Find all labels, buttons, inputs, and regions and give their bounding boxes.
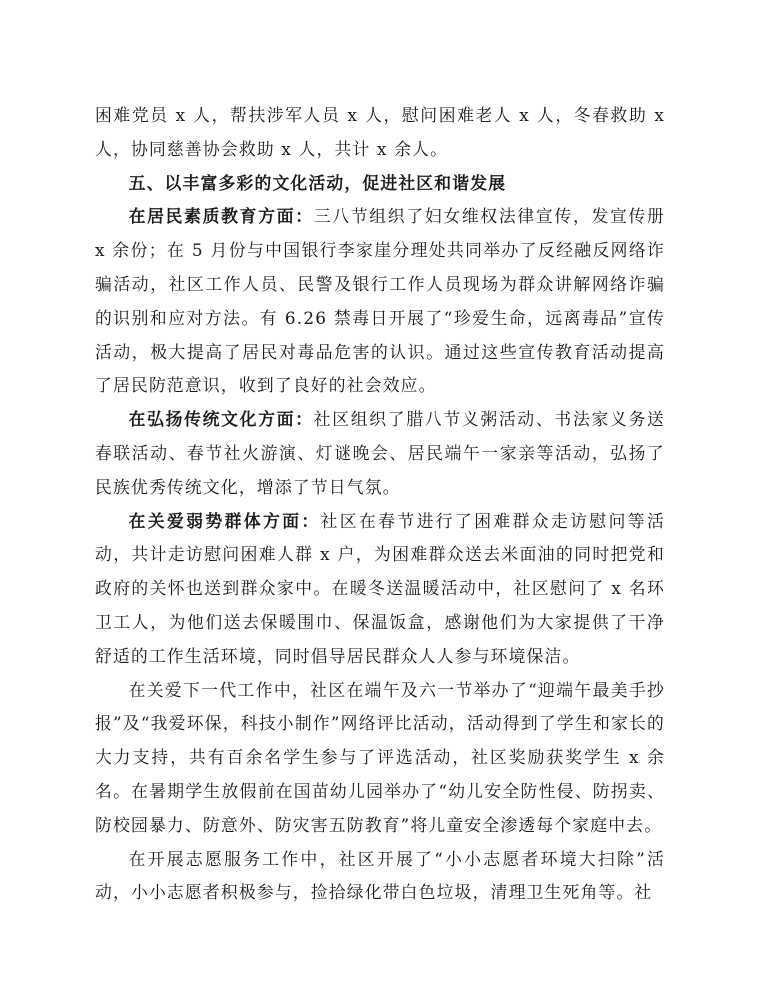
paragraph-text: 三八节组织了妇女维权法律宣传，发宣传册 x 余份；在 5 月份与中国银行李家崖分理处共同举办了反经融反网络诈骗活动，社区工作人员、民警及银行工作人员现场为群众讲解网络诈骗的识别和应对方法。有 6.26 禁毒日开展了“珍爱生命，远离毒品”宣传活动，极大提高了居民对毒品危害的认识。通过这些宣传教育活动提高了居民防范意识，收到了良好的社会效应。 [95, 206, 665, 396]
paragraph-continuation [95, 99, 665, 167]
section-heading [95, 167, 665, 201]
document-body [95, 99, 665, 910]
paragraph-text: 困难党员 x 人，帮扶涉军人员 x 人，慰问困难老人 x 人，冬春救助 x 人，协同慈善协会救助 x 人，共计 x 余人。 [95, 105, 665, 159]
paragraph-text: 社区在春节进行了困难群众走访慰问等活动，共计走访慰问困难人群 x 户，为困难群众送去米面油的同时把党和政府的关怀也送到群众家中。在暖冬送温暖活动中，社区慰问了 x 名环卫工人，为他们送去保暖围巾、保温饭盒，感谢他们为大家提供了干净舒适的工作生活环境，同时倡导居民群众人人参与环境保洁。 [95, 510, 665, 666]
paragraph-resident-education [95, 200, 665, 403]
paragraph-text: 在开展志愿服务工作中，社区开展了“小小志愿者环境大扫除”活动，小小志愿者积极参与，捡拾绿化带白色垃圾，清理卫生死角等。社 [95, 848, 665, 903]
paragraph-text: 社区组织了腊八节义粥活动、书法家义务送春联活动、春节社火游演、灯谜晚会、居民端午一家亲等活动，弘扬了民族优秀传统文化，增添了节日气氛。 [95, 409, 665, 497]
paragraph-lead: 在弘扬传统文化方面： [128, 409, 314, 430]
paragraph-volunteer-service [95, 843, 665, 911]
paragraph-lead: 在关爱弱势群体方面： [128, 510, 321, 531]
section-heading-text: 五、以丰富多彩的文化活动，促进社区和谐发展 [128, 172, 507, 193]
paragraph-lead: 在居民素质教育方面： [128, 206, 314, 227]
paragraph-traditional-culture [95, 403, 665, 504]
paragraph-text: 在关爱下一代工作中，社区在端午及六一节举办了“迎端午最美手抄报”及“我爱环保，科技小制作”网络评比活动，活动得到了学生和家长的大力支持，共有百余名学生参与了评选活动，社区奖励获奖学生 x 余名。在暑期学生放假前在国苗幼儿园举办了“幼儿安全防性侵、防拐卖、防校园暴力、防意外、防灾害五防教育”将儿童安全渗透每个家庭中去。 [95, 679, 665, 835]
paragraph-vulnerable-groups [95, 505, 665, 674]
paragraph-next-generation [95, 674, 665, 843]
